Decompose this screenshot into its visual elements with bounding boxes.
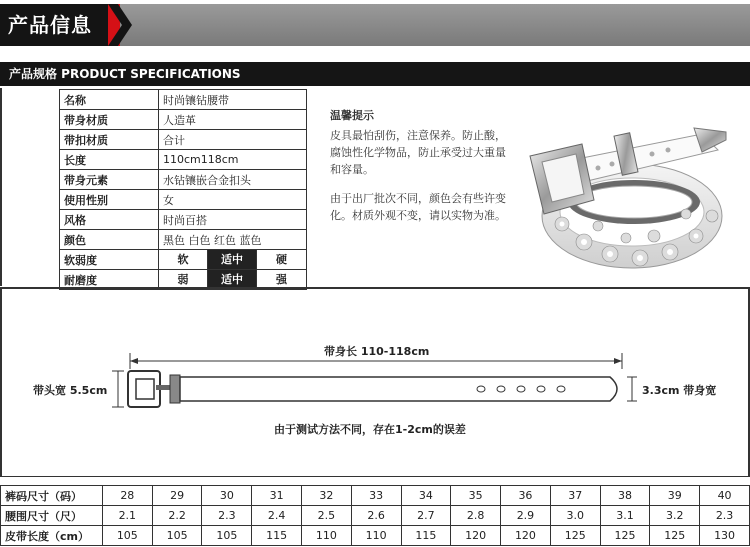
size-cell: 125 bbox=[650, 526, 700, 546]
tips-title: 温馨提示 bbox=[330, 109, 374, 122]
size-cell: 2.7 bbox=[401, 506, 451, 526]
size-cell: 120 bbox=[451, 526, 501, 546]
size-cell: 2.4 bbox=[252, 506, 302, 526]
spec-key: 长度 bbox=[60, 150, 159, 170]
size-row-header: 腰围尺寸（尺） bbox=[1, 506, 103, 526]
size-cell: 110 bbox=[351, 526, 401, 546]
spec-key: 使用性别 bbox=[60, 190, 159, 210]
spec-row bbox=[60, 130, 307, 150]
spec-key: 颜色 bbox=[60, 230, 159, 250]
spec-value: 水钻镶嵌合金扣头 bbox=[159, 170, 307, 190]
banner-arrow-icon bbox=[108, 4, 132, 46]
care-tips bbox=[330, 107, 508, 236]
size-cell: 110 bbox=[302, 526, 352, 546]
size-cell: 35 bbox=[451, 486, 501, 506]
spec-key: 带身材质 bbox=[60, 110, 159, 130]
dimension-diagram bbox=[0, 287, 750, 477]
size-cell: 34 bbox=[401, 486, 451, 506]
size-cell: 2.2 bbox=[152, 506, 202, 526]
spec-value: 黑色 白色 红色 蓝色 bbox=[159, 230, 307, 250]
size-row-header: 皮带长度（cm） bbox=[1, 526, 103, 546]
size-cell: 105 bbox=[152, 526, 202, 546]
size-row bbox=[1, 526, 750, 546]
spec-row bbox=[60, 230, 307, 250]
spec-key: 风格 bbox=[60, 210, 159, 230]
size-cell: 2.8 bbox=[451, 506, 501, 526]
spec-table bbox=[59, 89, 307, 290]
level-option: 强 bbox=[276, 273, 287, 286]
spec-row bbox=[60, 150, 307, 170]
spec-value: 人造革 bbox=[159, 110, 307, 130]
spec-row bbox=[60, 210, 307, 230]
size-cell: 2.5 bbox=[302, 506, 352, 526]
size-row-header: 裤码尺寸（码） bbox=[1, 486, 103, 506]
size-cell: 40 bbox=[700, 486, 750, 506]
spec-key: 带扣材质 bbox=[60, 130, 159, 150]
size-cell: 120 bbox=[501, 526, 551, 546]
size-cell: 37 bbox=[550, 486, 600, 506]
top-banner bbox=[0, 0, 750, 48]
spec-value: 时尚镶钻腰带 bbox=[159, 90, 307, 110]
size-cell: 3.0 bbox=[550, 506, 600, 526]
size-cell: 130 bbox=[700, 526, 750, 546]
spec-key: 耐磨度 bbox=[60, 270, 159, 290]
spec-divider bbox=[0, 88, 2, 286]
spec-value: 110cm118cm bbox=[159, 150, 307, 170]
size-row bbox=[1, 506, 750, 526]
size-cell: 3.1 bbox=[600, 506, 650, 526]
size-cell: 30 bbox=[202, 486, 252, 506]
size-cell: 2.9 bbox=[501, 506, 551, 526]
level-option: 适中 bbox=[208, 270, 257, 289]
buckle-width-label: 带头宽 5.5cm bbox=[33, 384, 108, 397]
size-cell: 3.2 bbox=[650, 506, 700, 526]
tips-paragraph-1: 皮具最怕刮伤，注意保养。防止酸，腐蚀性化学物品，防止承受过大重量和容量。 bbox=[330, 129, 506, 176]
size-cell: 125 bbox=[550, 526, 600, 546]
level-option: 适中 bbox=[208, 250, 257, 269]
spec-key: 带身元素 bbox=[60, 170, 159, 190]
size-cell: 125 bbox=[600, 526, 650, 546]
spec-level-options bbox=[159, 250, 307, 270]
spec-row bbox=[60, 170, 307, 190]
spec-key: 名称 bbox=[60, 90, 159, 110]
section-header: 产品规格 PRODUCT SPECIFICATIONS bbox=[0, 62, 750, 86]
size-cell: 105 bbox=[202, 526, 252, 546]
tips-paragraph-2: 由于出厂批次不同，颜色会有些许变化。材质外观不变，请以实物为准。 bbox=[330, 192, 506, 222]
spec-key: 软弱度 bbox=[60, 250, 159, 270]
level-option: 硬 bbox=[276, 253, 287, 266]
size-cell: 2.6 bbox=[351, 506, 401, 526]
belt-diagram-icon bbox=[2, 289, 750, 479]
size-cell: 28 bbox=[102, 486, 152, 506]
strap-width-label: 3.3cm 带身宽 bbox=[642, 384, 717, 397]
belt-photo bbox=[522, 104, 730, 280]
spec-value: 女 bbox=[159, 190, 307, 210]
size-table bbox=[0, 485, 750, 546]
size-cell: 31 bbox=[252, 486, 302, 506]
spec-value: 合计 bbox=[159, 130, 307, 150]
size-cell: 105 bbox=[102, 526, 152, 546]
size-cell: 2.3 bbox=[202, 506, 252, 526]
size-cell: 2.1 bbox=[102, 506, 152, 526]
belt-length-label: 带身长 110-118cm bbox=[324, 345, 430, 358]
level-option: 弱 bbox=[159, 270, 208, 289]
size-cell: 115 bbox=[252, 526, 302, 546]
spec-level-row bbox=[60, 250, 307, 270]
measurement-note: 由于测试方法不同，存在1-2cm的误差 bbox=[274, 423, 466, 436]
spec-row bbox=[60, 110, 307, 130]
size-cell: 32 bbox=[302, 486, 352, 506]
size-cell: 29 bbox=[152, 486, 202, 506]
level-option: 软 bbox=[159, 250, 208, 269]
spec-row bbox=[60, 90, 307, 110]
size-row bbox=[1, 486, 750, 506]
size-cell: 39 bbox=[650, 486, 700, 506]
spec-row bbox=[60, 190, 307, 210]
size-cell: 33 bbox=[351, 486, 401, 506]
spec-value: 时尚百搭 bbox=[159, 210, 307, 230]
size-cell: 38 bbox=[600, 486, 650, 506]
size-cell: 36 bbox=[501, 486, 551, 506]
banner-title: 产品信息 bbox=[0, 4, 108, 46]
size-cell: 115 bbox=[401, 526, 451, 546]
size-cell: 2.3 bbox=[700, 506, 750, 526]
